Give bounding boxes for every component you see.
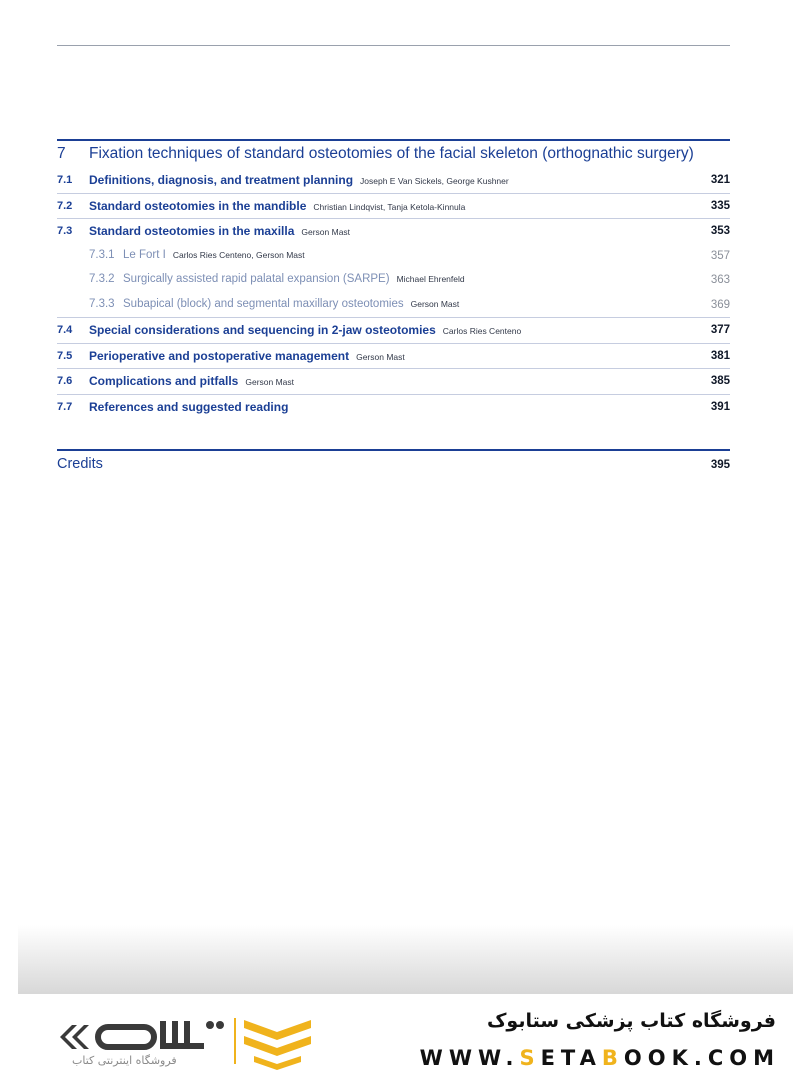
logo-subtitle: فروشگاه اینترنتی کتاب	[72, 1054, 177, 1067]
subsection-author: Carlos Ries Centeno, Gerson Mast	[172, 249, 305, 260]
section-number: 7.7	[57, 400, 73, 413]
store-url[interactable]	[420, 1046, 780, 1070]
toc-subentry-7-3-1[interactable]	[57, 244, 730, 269]
subsection-title: Le Fort I	[123, 248, 166, 261]
toc-subentry-7-3-3[interactable]	[57, 293, 730, 319]
section-title: Complications and pitfalls	[89, 374, 239, 388]
toc-entry-7-3[interactable]	[57, 219, 730, 244]
section-page: 377	[710, 324, 730, 336]
credits-rule	[57, 449, 730, 451]
section-author: Gerson Mast	[356, 351, 405, 362]
section-author: Joseph E Van Sickels, George Kushner	[360, 176, 509, 186]
toc-entry-7-4[interactable]	[57, 318, 730, 344]
section-title: References and suggested reading	[89, 399, 289, 414]
subsection-title: Subapical (block) and segmental maxillary osteotomies	[123, 297, 404, 310]
section-title: Special considerations and sequencing in 2-jaw osteotomies	[89, 323, 436, 337]
url-highlight: S	[519, 1046, 541, 1070]
section-page: 321	[710, 174, 730, 186]
subsection-author: Michael Ehrenfeld	[396, 274, 465, 284]
section-title: Perioperative and postoperative management	[89, 348, 350, 363]
subsection-page: 357	[710, 249, 730, 262]
toc-entry-7-7[interactable]	[57, 395, 730, 420]
toc-entry-7-2[interactable]	[57, 194, 730, 220]
subsection-page: 369	[710, 298, 730, 311]
section-number: 7.1	[57, 174, 73, 186]
watermark-banner	[0, 994, 810, 1080]
store-name: فروشگاه کتاب پزشکی ستابوک	[486, 1010, 776, 1032]
section-number: 7.4	[57, 324, 73, 336]
section-author: Gerson Mast	[245, 377, 295, 387]
chapter-title: Fixation techniques of standard osteotomies of the facial skeleton (orthognathic surgery)	[89, 145, 694, 162]
section-page: 335	[710, 199, 730, 212]
subsection-number: 7.3.3	[89, 297, 115, 310]
section-author: Gerson Mast	[301, 227, 351, 237]
section-number: 7.3	[57, 225, 73, 237]
section-title: Standard osteotomies in the maxilla	[89, 224, 295, 238]
section-page: 391	[710, 400, 730, 413]
url-highlight: B	[601, 1046, 624, 1070]
subsection-page: 363	[710, 274, 730, 286]
credits-label[interactable]: Credits	[57, 456, 103, 472]
toc-entry-7-6[interactable]	[57, 369, 730, 395]
url-part: OOK.COM	[623, 1046, 780, 1070]
subsection-number: 7.3.1	[89, 248, 115, 261]
subsection-number: 7.3.2	[89, 273, 115, 285]
section-title: Definitions, diagnosis, and treatment planning	[89, 173, 354, 187]
toc-list	[57, 168, 730, 419]
credits-page: 395	[710, 459, 730, 471]
section-title: Standard osteotomies in the mandible	[89, 198, 307, 213]
chapter-rule	[57, 139, 730, 141]
chapter-number: 7	[57, 145, 66, 162]
url-part: WWW.	[419, 1046, 520, 1070]
section-number: 7.2	[57, 199, 73, 212]
section-page: 385	[710, 375, 730, 387]
toc-entry-7-1[interactable]	[57, 168, 730, 194]
page-shadow	[18, 925, 793, 995]
header-rule	[57, 45, 730, 46]
section-page: 353	[710, 225, 730, 237]
subsection-title: Surgically assisted rapid palatal expansion (SARPE)	[123, 273, 390, 285]
section-number: 7.6	[57, 375, 73, 387]
logo-divider	[234, 1018, 236, 1064]
book-chevron-icon	[240, 1014, 315, 1070]
url-part: ETA	[540, 1046, 602, 1070]
subsection-author: Gerson Mast	[410, 298, 460, 309]
section-author: Carlos Ries Centeno	[442, 326, 522, 336]
toc-entry-7-5[interactable]	[57, 344, 730, 370]
section-page: 381	[710, 349, 730, 362]
section-number: 7.5	[57, 349, 73, 362]
section-author: Christian Lindqvist, Tanja Ketola-Kinnula	[313, 201, 466, 212]
toc-subentry-7-3-2[interactable]	[57, 268, 730, 293]
